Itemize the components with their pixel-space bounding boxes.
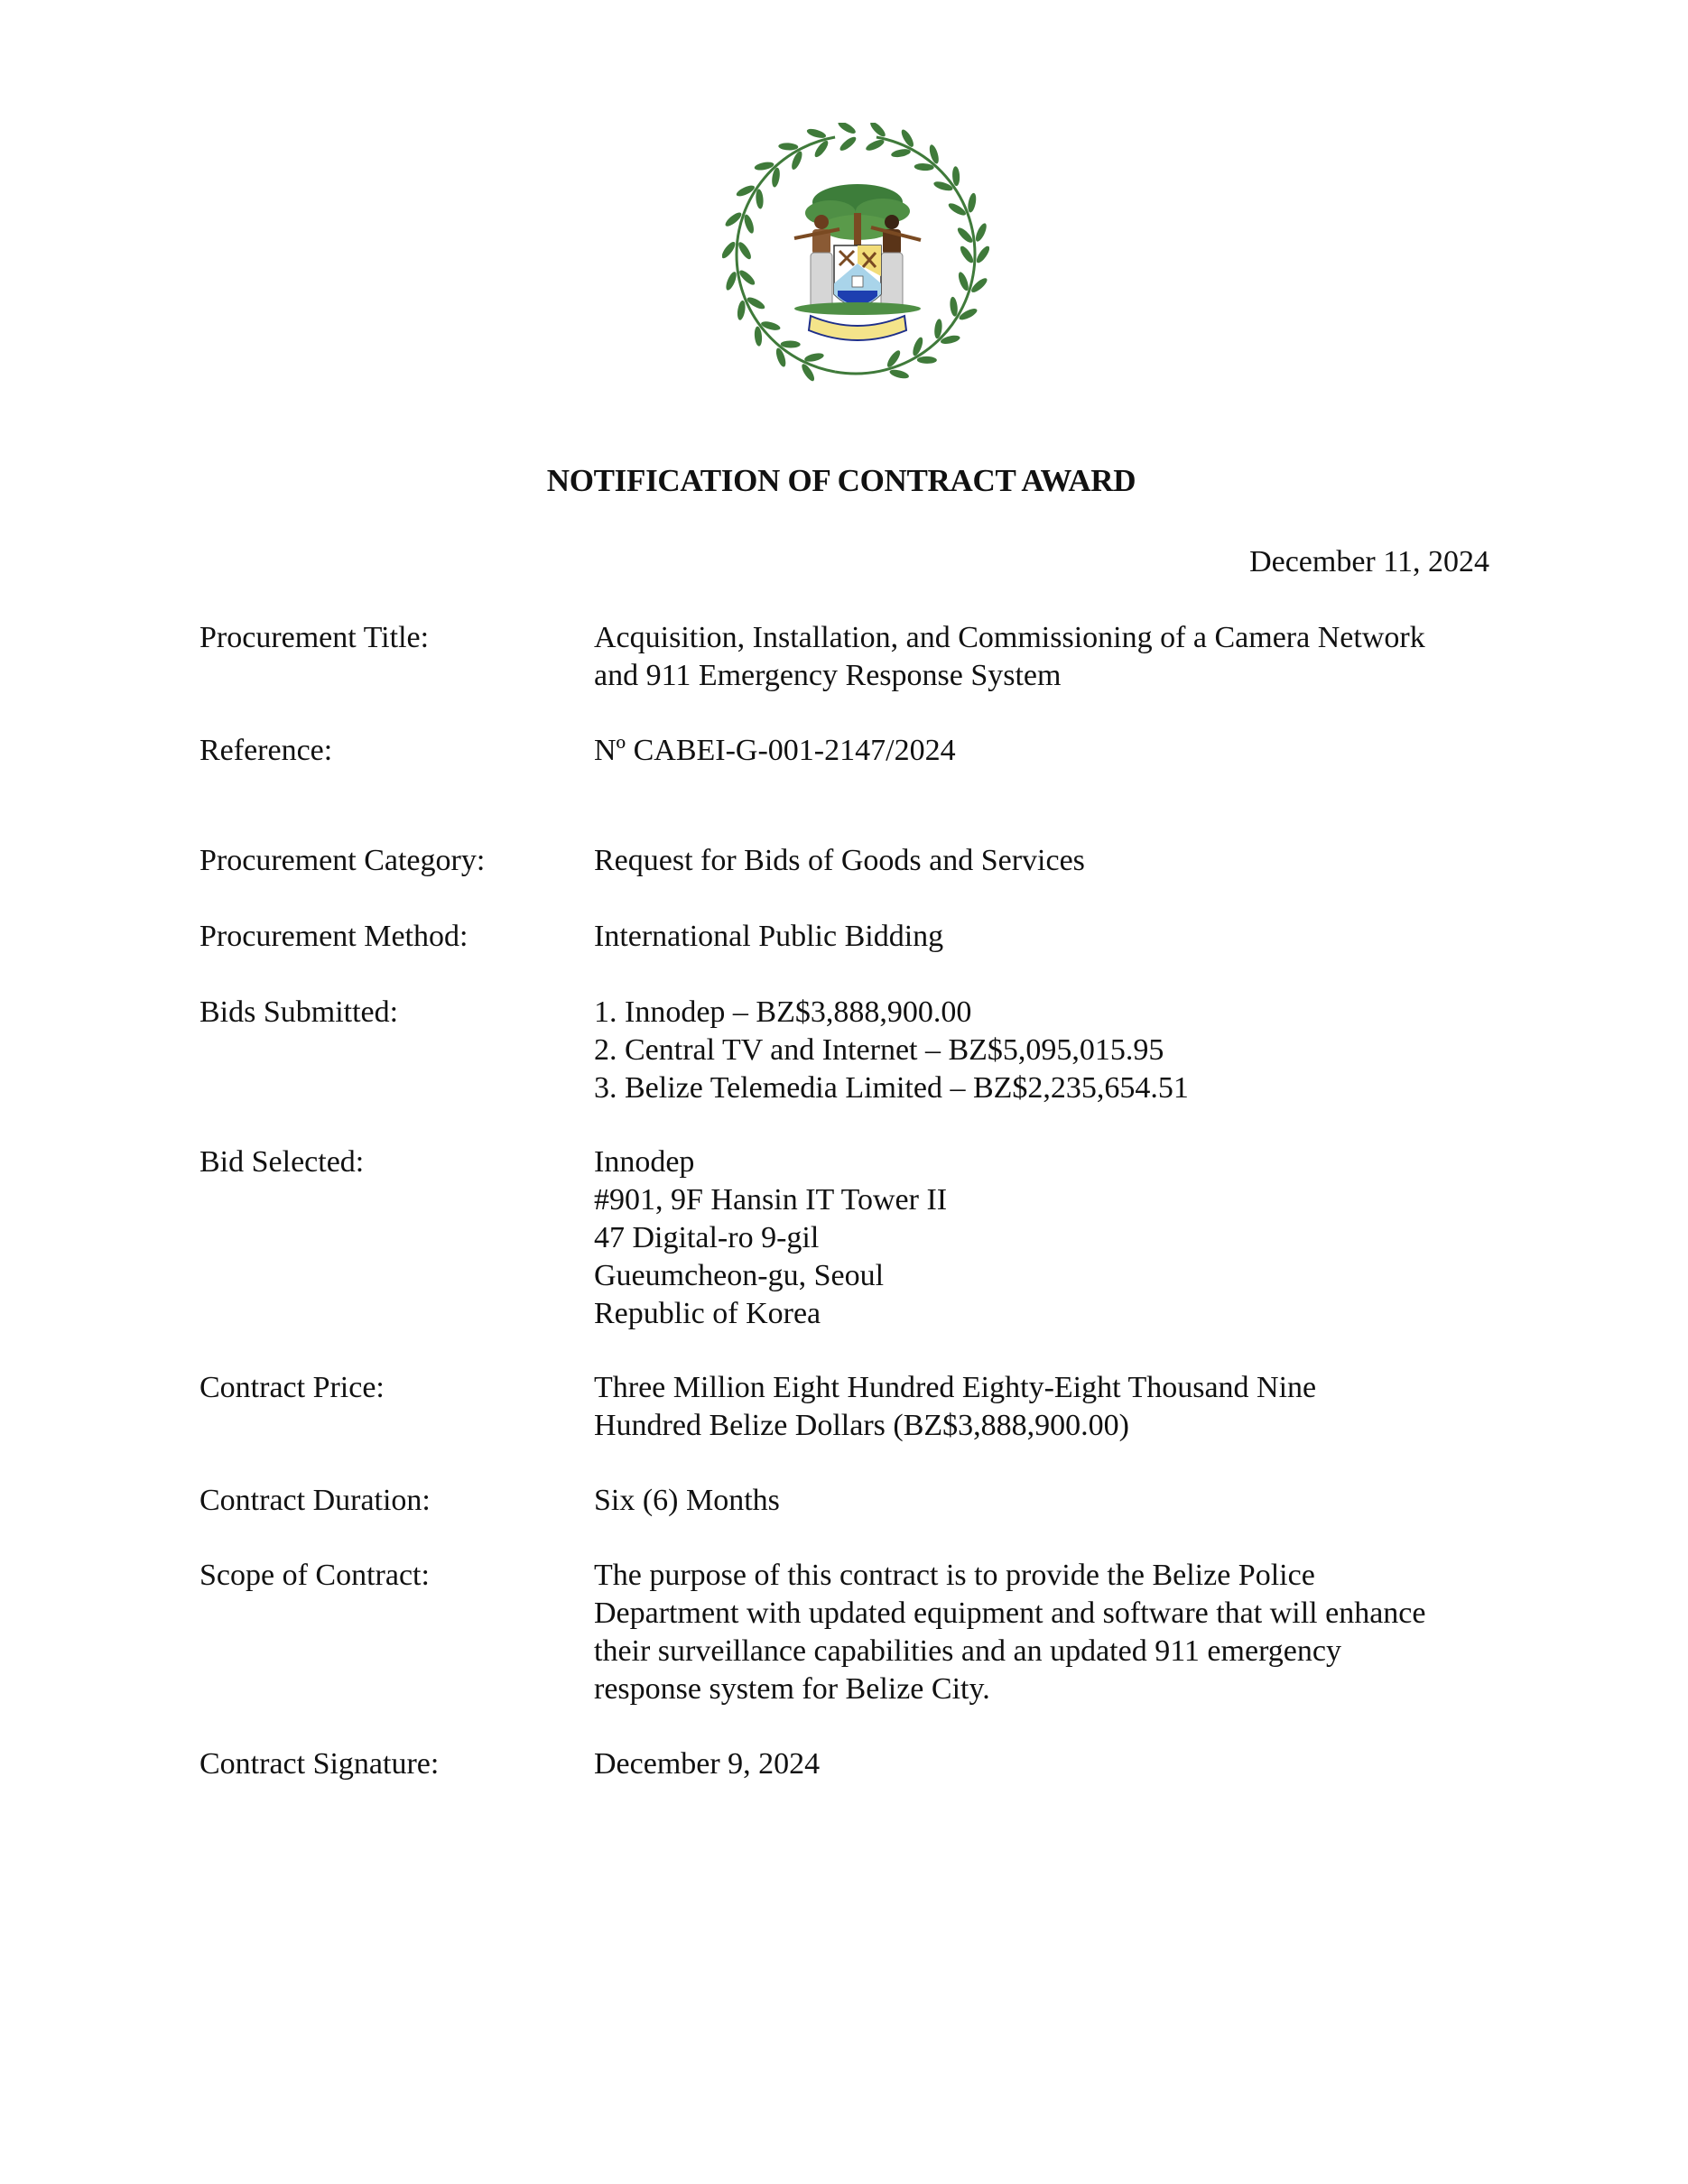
wreath-leaf xyxy=(917,356,937,364)
wreath-leaf xyxy=(914,163,934,171)
scope-line: their surveillance capabilities and an updated 911 emergency xyxy=(594,1634,1341,1668)
wreath-leaf xyxy=(778,143,798,151)
wreath-leaf xyxy=(742,213,756,234)
wreath-leaf xyxy=(952,166,960,186)
wreath-leaf xyxy=(957,271,970,292)
bid-item: 2. Central TV and Internet – BZ$5,095,015.95 xyxy=(594,1033,1164,1067)
procurement-method-label: Procurement Method: xyxy=(199,920,468,953)
wreath-leaf xyxy=(722,240,737,260)
wreath-leaf xyxy=(890,148,911,159)
contract-duration-label: Contract Duration: xyxy=(199,1484,431,1517)
scope-line: The purpose of this contract is to provide the Belize Police xyxy=(594,1559,1315,1592)
scope-of-contract-value xyxy=(594,1557,1425,1708)
scope-line: Department with updated equipment and software that will enhance xyxy=(594,1596,1426,1630)
wreath-leaf xyxy=(974,245,989,265)
wreath-leaf xyxy=(967,192,978,213)
wreath-leaf xyxy=(803,352,824,364)
wreath-leaf xyxy=(958,245,975,265)
procurement-title-line: Acquisition, Installation, and Commissioning of a Camera Network xyxy=(594,621,1425,654)
coat-of-arms-icon xyxy=(794,184,921,340)
wreath-leaf xyxy=(974,222,989,243)
address-line: Republic of Korea xyxy=(594,1297,821,1330)
wreath-leaf xyxy=(949,296,959,317)
contract-signature-value: December 9, 2024 xyxy=(594,1747,821,1781)
reference-label: Reference: xyxy=(199,734,333,767)
belize-coat-of-arms-seal xyxy=(722,123,989,386)
wreath-leaf xyxy=(889,368,910,380)
procurement-category-label: Procurement Category: xyxy=(199,844,486,877)
wreath-leaf xyxy=(737,240,754,261)
contract-price-value xyxy=(594,1369,1316,1445)
contract-signature-label: Contract Signature: xyxy=(199,1747,440,1781)
bid-selected-name: Innodep xyxy=(594,1145,695,1179)
contract-price-line: Hundred Belize Dollars (BZ$3,888,900.00) xyxy=(594,1409,1129,1442)
reference-value: Nº CABEI-G-001-2147/2024 xyxy=(594,734,956,767)
procurement-title-value xyxy=(594,619,1425,695)
wreath-leaf xyxy=(737,300,747,320)
bids-submitted-label: Bids Submitted: xyxy=(199,995,399,1029)
wreath-leaf xyxy=(837,123,858,135)
procurement-title-line: and 911 Emergency Response System xyxy=(594,659,1062,692)
bids-submitted-list xyxy=(594,994,1189,1107)
contract-price-line: Three Million Eight Hundred Eighty-Eight Thousand Nine xyxy=(594,1371,1317,1404)
bid-item: 1. Innodep – BZ$3,888,900.00 xyxy=(594,995,972,1029)
wreath-leaf xyxy=(806,127,827,140)
procurement-title-label: Procurement Title: xyxy=(199,621,430,654)
contract-price-label: Contract Price: xyxy=(199,1371,385,1404)
scope-line: response system for Belize City. xyxy=(594,1672,990,1706)
bid-selected-address xyxy=(594,1143,947,1333)
bid-item: 3. Belize Telemedia Limited – BZ$2,235,654.51 xyxy=(594,1071,1189,1105)
procurement-method-value: International Public Bidding xyxy=(594,920,944,953)
document-title: NOTIFICATION OF CONTRACT AWARD xyxy=(546,463,1136,498)
bid-selected-label: Bid Selected: xyxy=(199,1145,365,1179)
wreath-leaf xyxy=(865,138,886,153)
wreath-leaf xyxy=(756,189,765,209)
address-line: Gueumcheon-gu, Seoul xyxy=(594,1259,885,1292)
wreath-leaf xyxy=(724,271,738,292)
wreath-leaf xyxy=(838,134,858,153)
scope-of-contract-label: Scope of Contract: xyxy=(199,1559,430,1592)
procurement-category-value: Request for Bids of Goods and Services xyxy=(594,844,1085,877)
wreath-leaf xyxy=(781,340,801,347)
address-line: 47 Digital-ro 9-gil xyxy=(594,1221,820,1254)
address-line: #901, 9F Hansin IT Tower II xyxy=(594,1183,948,1217)
contract-duration-value: Six (6) Months xyxy=(594,1484,780,1517)
document-date: December 11, 2024 xyxy=(1249,545,1489,578)
